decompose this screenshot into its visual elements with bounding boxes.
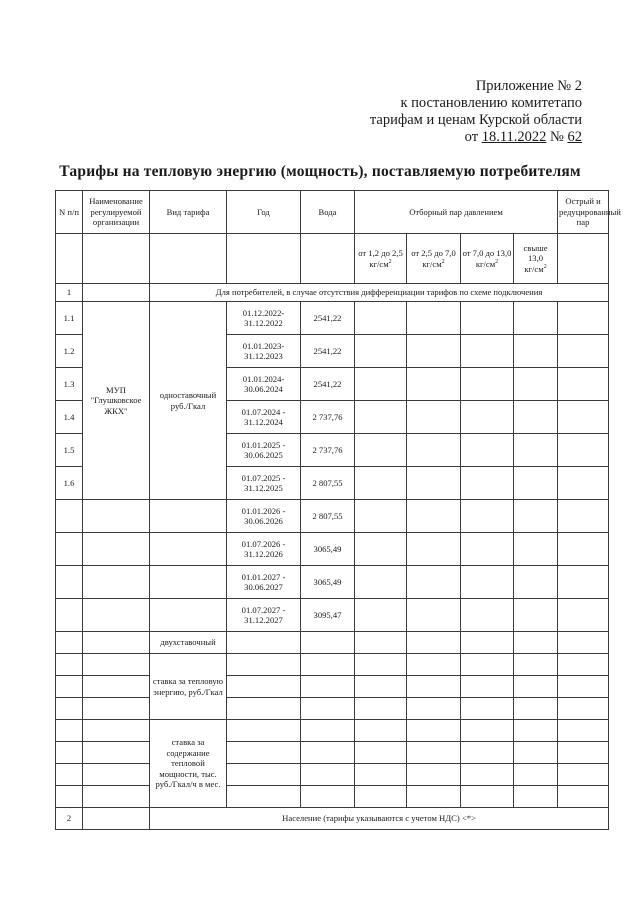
table-row xyxy=(56,500,609,533)
row-num: 1.1 xyxy=(56,302,83,335)
header-org: Наименование регулируемой организации xyxy=(83,191,150,234)
header-pressure-4: свыше 13,0 $кг/см^2$ xyxy=(514,234,558,284)
row-period: 01.07.2026 - 31.12.2026 xyxy=(227,533,301,566)
section-1-num: 1 xyxy=(56,284,83,302)
header-pressure-2: от 2,5 до 7,0 $кг/см^2$ xyxy=(407,234,461,284)
row-value: 2 737,76 xyxy=(301,401,355,434)
row-value: 3065,49 xyxy=(301,566,355,599)
table-row xyxy=(56,533,609,566)
resolution-date: 18.11.2022 xyxy=(481,129,547,145)
row-value: 2 807,55 xyxy=(301,500,355,533)
row-value: 2541,22 xyxy=(301,368,355,401)
table-row xyxy=(56,764,609,786)
table-row xyxy=(56,599,609,632)
row-num: 1.6 xyxy=(56,467,83,500)
appendix-date-line: от 18.11.2022 № 62 xyxy=(464,129,582,145)
table-row xyxy=(56,698,609,720)
table-row xyxy=(56,566,609,599)
header-year: Год xyxy=(227,191,301,234)
resolution-number: 62 xyxy=(567,129,582,145)
appendix-line-2: к постановлению комитетапо xyxy=(400,95,582,111)
row-value: 3065,49 xyxy=(301,533,355,566)
row-period: 01.07.2025 - 31.12.2025 xyxy=(227,467,301,500)
section-1-text: Для потребителей, в случае отсутствия дифференциации тарифов по схеме подключения xyxy=(150,284,609,302)
section-2-row xyxy=(56,808,609,830)
row-value: 2 807,55 xyxy=(301,467,355,500)
header-row xyxy=(56,191,609,234)
section-2-num: 2 xyxy=(56,808,83,830)
header-pressure-3: от 7,0 до 13,0 $кг/см^2$ xyxy=(461,234,514,284)
tariff-table xyxy=(55,190,621,830)
row-period: 01.01.2024-30.06.2024 xyxy=(227,368,301,401)
table-row xyxy=(56,302,609,335)
row-period: 01.01.2025 - 30.06.2025 xyxy=(227,434,301,467)
row-period: 01.07.2024 - 31.12.2024 xyxy=(227,401,301,434)
row-value: 2 737,76 xyxy=(301,434,355,467)
one-part-tariff: одноставочный руб./Гкал xyxy=(150,302,227,500)
row-num: 1.5 xyxy=(56,434,83,467)
header-sharp-steam: Острый и редуцированный пар xyxy=(558,191,609,234)
rate-capacity: ставка за содержание тепловой мощности, тыс. руб./Гкал/ч в мес. xyxy=(150,720,227,808)
header-steam: Отборный пар давлением xyxy=(355,191,558,234)
document-title: Тарифы на тепловую энергию (мощность), поставляемую потребителям xyxy=(59,163,581,180)
header-pressure-1: от 1,2 до 2,5 $кг/см^2$ xyxy=(355,234,407,284)
subheader-row xyxy=(56,234,609,284)
two-part-row xyxy=(56,632,609,654)
rate-energy: ставка за тепловую энергию, руб./Гкал xyxy=(150,654,227,720)
two-part-tariff: двухставочный xyxy=(150,632,227,654)
appendix-title: Приложение № 2 xyxy=(475,78,582,94)
row-period: 01.01.2023-31.12.2023 xyxy=(227,335,301,368)
appendix-line-3: тарифам и ценам Курской области xyxy=(369,112,582,128)
table-row xyxy=(56,720,609,742)
table-row xyxy=(56,654,609,676)
header-tariff-type: Вид тарифа xyxy=(150,191,227,234)
header-water: Вода xyxy=(301,191,355,234)
row-num: 1.4 xyxy=(56,401,83,434)
org-name: МУП "Глушковское ЖКХ" xyxy=(83,302,150,500)
table-row xyxy=(56,676,609,698)
row-value: 3095,47 xyxy=(301,599,355,632)
row-num: 1.2 xyxy=(56,335,83,368)
section-2-text: Население (тарифы указываются с учетом НДС) <*> xyxy=(150,808,609,830)
section-1-row xyxy=(56,284,609,302)
appendix-header xyxy=(370,78,582,146)
table-row xyxy=(56,742,609,764)
row-value: 2541,22 xyxy=(301,335,355,368)
row-period: 01.01.2026 - 30.06.2026 xyxy=(227,500,301,533)
row-period: 01.07.2027 - 31.12.2027 xyxy=(227,599,301,632)
row-period: 01.12.2022-31.12.2022 xyxy=(227,302,301,335)
row-value: 2541,22 xyxy=(301,302,355,335)
header-num: N п/п xyxy=(56,191,83,234)
table-row xyxy=(56,786,609,808)
row-num: 1.3 xyxy=(56,368,83,401)
row-period: 01.01.2027 - 30.06.2027 xyxy=(227,566,301,599)
